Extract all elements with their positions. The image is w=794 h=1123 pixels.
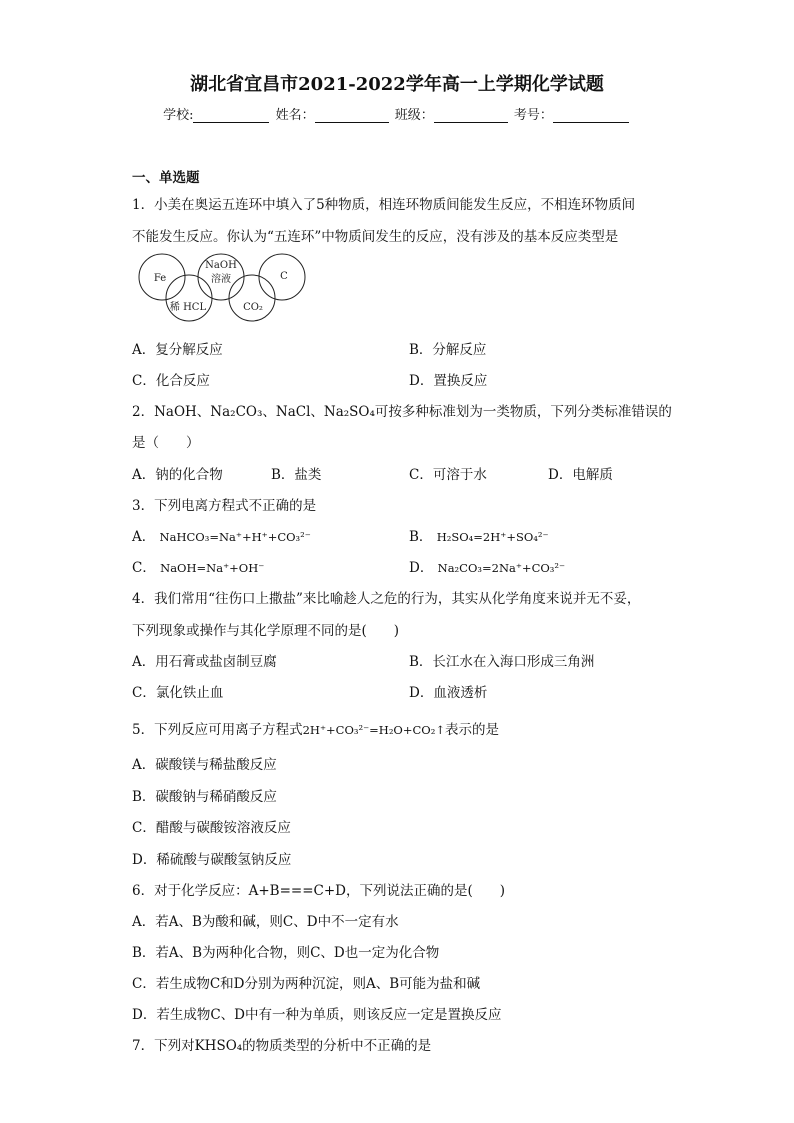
q1-option-b[interactable]: B．分解反应 (409, 342, 487, 358)
q6-option-c[interactable]: C．若生成物C和D分别为两种沉淀，则A、B可能为盐和碱 (132, 976, 481, 992)
name-blank[interactable] (315, 108, 389, 123)
q5-ionic-equation: 2H⁺+CO₃²⁻=H₂O+CO₂↑ (302, 723, 445, 737)
number-blank[interactable] (553, 108, 629, 123)
q3-stem: 3．下列电离方程式不正确的是 (132, 498, 317, 514)
q3-option-a-label: A． (132, 529, 156, 545)
q3-option-b[interactable] (409, 525, 549, 545)
q5-stem (132, 718, 499, 738)
q2-number: 2． (132, 404, 155, 420)
q2-option-a[interactable]: A．钠的化合物 (132, 467, 223, 483)
q3-option-c-label: C． (132, 560, 156, 576)
q3-option-c[interactable] (132, 556, 264, 576)
q6-option-a[interactable]: A．若A、B为酸和碱，则C、D中不一定有水 (132, 914, 399, 930)
q5-option-a[interactable]: A．碳酸镁与稀盐酸反应 (132, 757, 277, 773)
q2-stem-line2: 是（ ） (132, 435, 200, 451)
q2-option-c[interactable]: C．可溶于水 (409, 467, 487, 483)
ring-hcl-label: 稀 HCL (169, 302, 207, 313)
q3-option-d-label: D． (409, 560, 434, 576)
ring-naoh-label2: 溶液 (211, 274, 231, 285)
ring-naoh-label: NaOH (205, 260, 237, 271)
q4-option-b[interactable]: B．长江水在入海口形成三角洲 (409, 654, 595, 670)
ring-co2 (229, 275, 275, 321)
section-heading: 一、单选题 (132, 170, 200, 186)
q6-option-d[interactable]: D．若生成物C、D中有一种为单质，则该反应一定是置换反应 (132, 1007, 502, 1023)
q4-option-d[interactable]: D．血液透析 (409, 685, 488, 701)
q1-option-d[interactable]: D．置换反应 (409, 373, 488, 389)
q3-option-c-formula: NaOH=Na⁺+OH⁻ (160, 561, 265, 575)
name-label: 姓名： (275, 108, 315, 123)
ring-co2-label: CO₂ (243, 302, 263, 313)
q1-stem-line1: 1．小美在奥运五连环中填入了5种物质，相连环物质间能发生反应，不相连环物质间 (132, 197, 636, 213)
school-blank[interactable] (193, 108, 269, 123)
q5-option-d[interactable]: D．稀硫酸与碳酸氢钠反应 (132, 852, 292, 868)
class-blank[interactable] (434, 108, 508, 123)
q3-option-b-formula: H₂SO₄=2H⁺+SO₄²⁻ (436, 530, 549, 544)
q5-stem-text: 5．下列反应可用离子方程式 (132, 722, 303, 738)
ring-fe-label: Fe (153, 273, 167, 284)
q5-option-c[interactable]: C．醋酸与碳酸铵溶液反应 (132, 820, 291, 836)
q1-option-c[interactable]: C．化合反应 (132, 373, 210, 389)
q6-option-b[interactable]: B．若A、B为两种化合物，则C、D也一定为化合物 (132, 945, 440, 961)
q4-stem-line2: 下列现象或操作与其化学原理不同的是( ) (132, 623, 400, 639)
ring-c-label: C (280, 271, 288, 282)
number-label: 考号： (513, 108, 553, 123)
ring-hcl (166, 275, 212, 321)
q3-option-a-formula: NaHCO₃=Na⁺+H⁺+CO₃²⁻ (159, 530, 311, 544)
q4-option-a[interactable]: A．用石膏或盐卤制豆腐 (132, 654, 277, 670)
q6-stem: 6．对于化学反应：A+B===C+D，下列说法正确的是( ) (132, 883, 506, 899)
q3-option-d-formula: Na₂CO₃=2Na⁺+CO₃²⁻ (437, 561, 566, 575)
q2-option-b[interactable]: B．盐类 (271, 467, 322, 483)
olympic-rings-diagram (132, 252, 310, 322)
q7-stem: 7．下列对KHSO₄的物质类型的分析中不正确的是 (132, 1038, 432, 1054)
student-info-line (0, 104, 794, 123)
q5-option-b[interactable]: B．碳酸钠与稀硝酸反应 (132, 789, 277, 805)
q5-stem-tail: 表示的是 (444, 722, 499, 738)
school-label: 学校: (163, 108, 194, 123)
page-title: 湖北省宜昌市2021-2022学年高一上学期化学试题 (190, 74, 604, 95)
class-label: 班级： (394, 108, 434, 123)
q4-stem-line1: 4．我们常用“往伤口上撒盐”来比喻趁人之危的行为，其实从化学角度来说并无不妥， (132, 591, 641, 607)
q2-stem-line1 (132, 400, 672, 420)
q1-stem-line2: 不能发生反应。你认为“五连环”中物质间发生的反应，没有涉及的基本反应类型是 (132, 229, 619, 245)
q3-option-b-label: B． (409, 529, 433, 545)
q3-option-a[interactable] (132, 525, 311, 545)
q2-stem-text: NaOH、Na₂CO₃、NaCl、Na₂SO₄可按多种标准划为一类物质，下列分类标准错误的 (154, 404, 672, 420)
q2-option-d[interactable]: D．电解质 (548, 467, 613, 483)
q3-option-d[interactable] (409, 556, 565, 576)
q4-option-c[interactable]: C．氯化铁止血 (132, 685, 224, 701)
q1-option-a[interactable]: A．复分解反应 (132, 342, 223, 358)
